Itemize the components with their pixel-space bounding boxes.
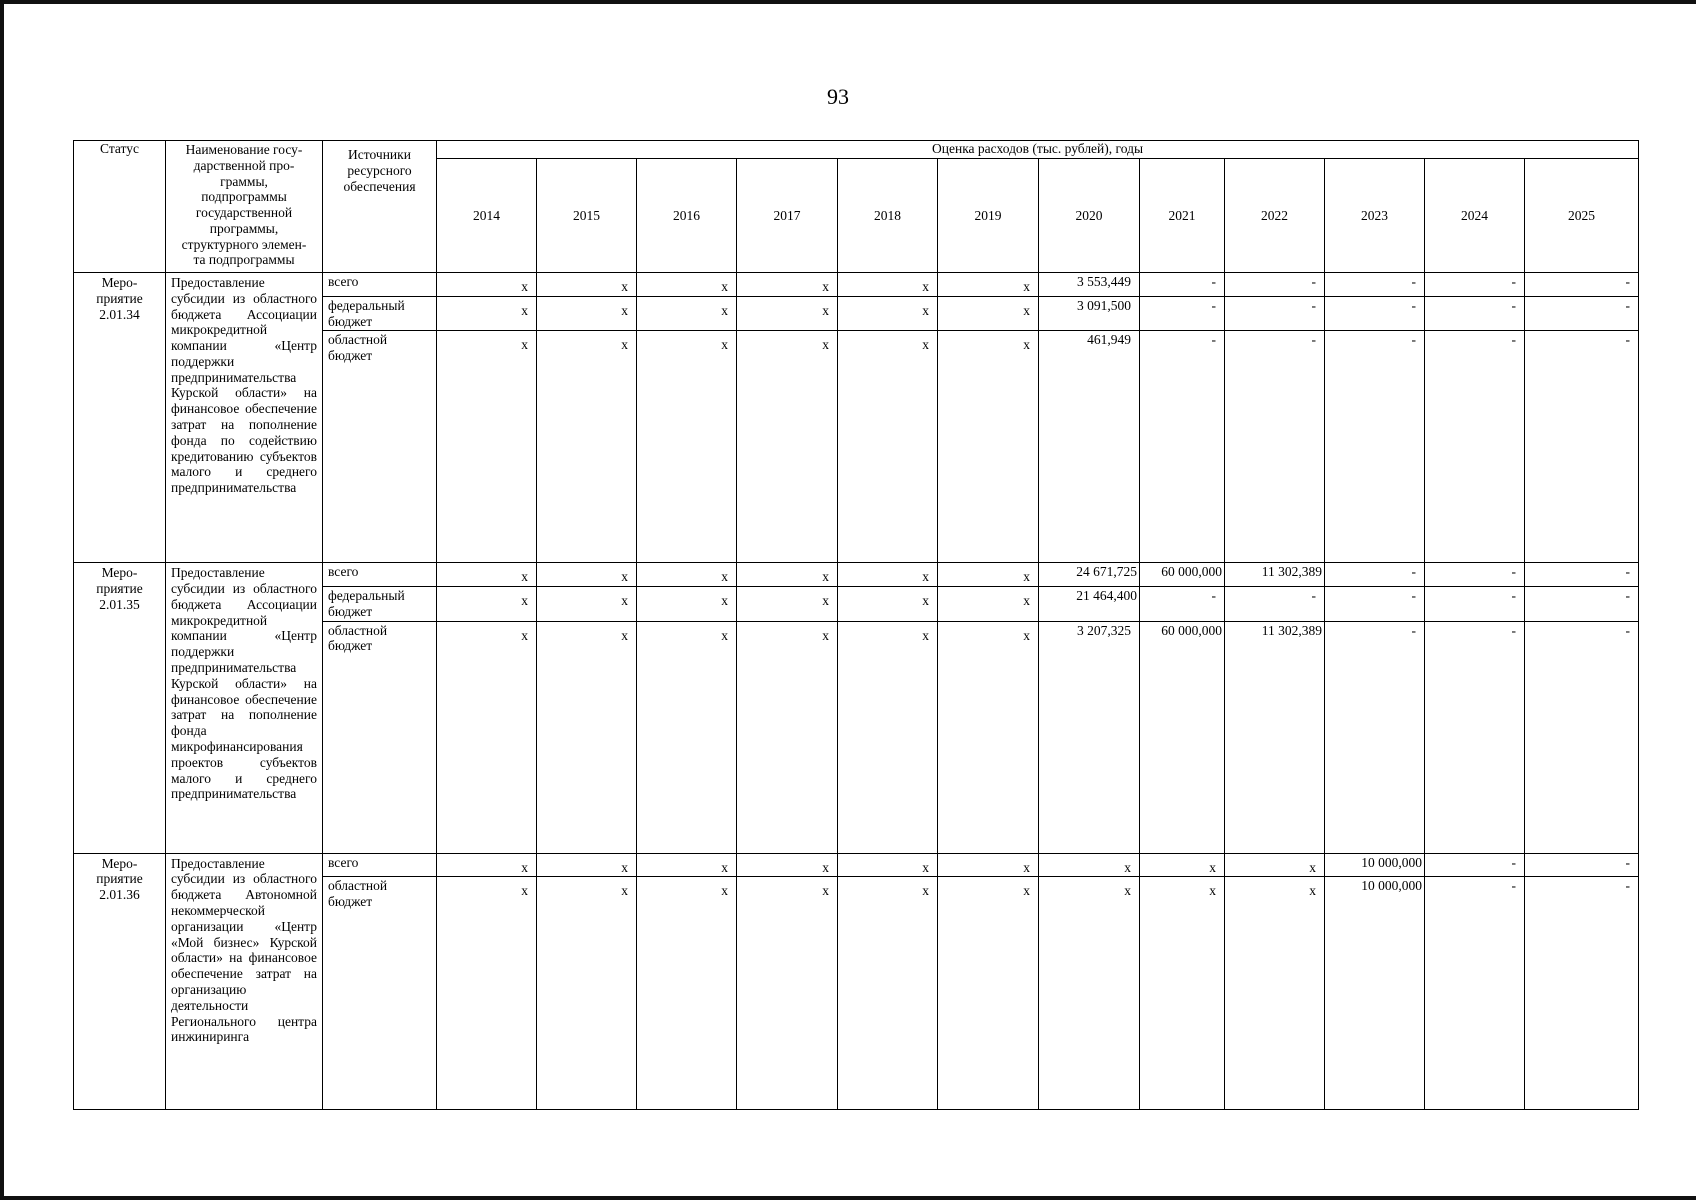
value-cell-2023: 10 000,000 (1325, 853, 1425, 877)
row-status: Меро- приятие 2.01.35 (74, 563, 166, 853)
value-cell-2024: - (1425, 621, 1525, 853)
value-cell-2024: - (1425, 296, 1525, 331)
value-cell-2021: - (1140, 331, 1225, 563)
row-name: Предоставление субсидии из областного бюджета Ассоциации микрокредитной компании «Центр поддержки предпринимательства Курской области» на финансовое обеспечение затрат на пополнение фонда микрофинансирования проектов субъектов малого и среднего предпринимательства (166, 563, 323, 853)
value-cell-2020: 21 464,400 (1039, 587, 1140, 622)
value-cell-2014: x (437, 877, 537, 1110)
value-cell-2025: - (1525, 621, 1639, 853)
value-cell-2016: x (637, 621, 737, 853)
header-year-2019: 2019 (938, 159, 1039, 273)
value-cell-2025: - (1525, 877, 1639, 1110)
value-cell-2017: x (737, 877, 838, 1110)
value-cell-2017: x (737, 621, 838, 853)
value-cell-2020: 24 671,725 (1039, 563, 1140, 587)
header-year-2021: 2021 (1140, 159, 1225, 273)
source-label: федеральный бюджет (323, 587, 437, 622)
value-cell-2019: x (938, 853, 1039, 877)
value-cell-2014: x (437, 587, 537, 622)
value-cell-2025: - (1525, 273, 1639, 297)
source-label: областной бюджет (323, 621, 437, 853)
value-cell-2019: x (938, 877, 1039, 1110)
value-cell-2021: - (1140, 296, 1225, 331)
value-cell-2018: x (838, 877, 938, 1110)
value-cell-2022: 11 302,389 (1225, 621, 1325, 853)
header-year-2015: 2015 (537, 159, 637, 273)
value-cell-2022: - (1225, 331, 1325, 563)
value-cell-2017: x (737, 273, 838, 297)
value-cell-2023: 10 000,000 (1325, 877, 1425, 1110)
header-year-2025: 2025 (1525, 159, 1639, 273)
value-cell-2024: - (1425, 563, 1525, 587)
source-label: всего (323, 853, 437, 877)
source-label: областной бюджет (323, 331, 437, 563)
value-cell-2018: x (838, 273, 938, 297)
value-cell-2017: x (737, 853, 838, 877)
header-year-2023: 2023 (1325, 159, 1425, 273)
value-cell-2014: x (437, 296, 537, 331)
value-cell-2016: x (637, 331, 737, 563)
value-cell-2015: x (537, 331, 637, 563)
value-cell-2018: x (838, 563, 938, 587)
value-cell-2021: - (1140, 587, 1225, 622)
value-cell-2017: x (737, 296, 838, 331)
value-cell-2016: x (637, 296, 737, 331)
value-cell-2023: - (1325, 563, 1425, 587)
value-cell-2024: - (1425, 587, 1525, 622)
header-year-2017: 2017 (737, 159, 838, 273)
value-cell-2015: x (537, 296, 637, 331)
value-cell-2014: x (437, 273, 537, 297)
header-year-2016: 2016 (637, 159, 737, 273)
value-cell-2025: - (1525, 587, 1639, 622)
value-cell-2021: - (1140, 273, 1225, 297)
value-cell-2019: x (938, 587, 1039, 622)
value-cell-2022: - (1225, 296, 1325, 331)
value-cell-2021: 60 000,000 (1140, 563, 1225, 587)
value-cell-2023: - (1325, 587, 1425, 622)
value-cell-2016: x (637, 587, 737, 622)
value-cell-2020: 3 207,325 (1039, 621, 1140, 853)
value-cell-2015: x (537, 621, 637, 853)
scan-border-top (0, 0, 1696, 4)
value-cell-2019: x (938, 273, 1039, 297)
value-cell-2024: - (1425, 331, 1525, 563)
value-cell-2017: x (737, 331, 838, 563)
value-cell-2024: - (1425, 853, 1525, 877)
table-row (74, 853, 1639, 877)
value-cell-2015: x (537, 587, 637, 622)
value-cell-2020: x (1039, 877, 1140, 1110)
value-cell-2023: - (1325, 331, 1425, 563)
value-cell-2024: - (1425, 273, 1525, 297)
value-cell-2023: - (1325, 621, 1425, 853)
scan-border-left (0, 0, 4, 1200)
value-cell-2016: x (637, 877, 737, 1110)
value-cell-2025: - (1525, 331, 1639, 563)
value-cell-2014: x (437, 331, 537, 563)
value-cell-2019: x (938, 296, 1039, 331)
value-cell-2024: - (1425, 877, 1525, 1110)
value-cell-2023: - (1325, 296, 1425, 331)
value-cell-2015: x (537, 853, 637, 877)
value-cell-2016: x (637, 563, 737, 587)
header-year-2018: 2018 (838, 159, 938, 273)
value-cell-2016: x (637, 853, 737, 877)
row-name: Предоставление субсидии из областного бюджета Автономной некоммерческой организации «Центр «Мой бизнес» Курской области» на финансовое обеспечение затрат на организацию деятельности Регионального центра инжиниринга (166, 853, 323, 1110)
value-cell-2015: x (537, 563, 637, 587)
value-cell-2017: x (737, 563, 838, 587)
header-year-2020: 2020 (1039, 159, 1140, 273)
header-expenses: Оценка расходов (тыс. рублей), годы (437, 141, 1639, 159)
table-row (74, 563, 1639, 587)
expenses-table (73, 140, 1639, 1110)
source-label: всего (323, 563, 437, 587)
value-cell-2018: x (838, 587, 938, 622)
source-label: областной бюджет (323, 877, 437, 1110)
value-cell-2014: x (437, 621, 537, 853)
value-cell-2020: 3 553,449 (1039, 273, 1140, 297)
value-cell-2023: - (1325, 273, 1425, 297)
value-cell-2018: x (838, 296, 938, 331)
value-cell-2019: x (938, 563, 1039, 587)
header-status: Статус (74, 141, 166, 273)
value-cell-2016: x (637, 273, 737, 297)
value-cell-2019: x (938, 331, 1039, 563)
value-cell-2017: x (737, 587, 838, 622)
scan-border-bottom (0, 1196, 1696, 1200)
value-cell-2021: x (1140, 853, 1225, 877)
header-year-2024: 2024 (1425, 159, 1525, 273)
value-cell-2020: x (1039, 853, 1140, 877)
value-cell-2025: - (1525, 853, 1639, 877)
value-cell-2022: - (1225, 273, 1325, 297)
value-cell-2022: 11 302,389 (1225, 563, 1325, 587)
header-year-2014: 2014 (437, 159, 537, 273)
value-cell-2022: - (1225, 587, 1325, 622)
value-cell-2015: x (537, 273, 637, 297)
value-cell-2022: x (1225, 877, 1325, 1110)
value-cell-2018: x (838, 621, 938, 853)
value-cell-2020: 461,949 (1039, 331, 1140, 563)
value-cell-2025: - (1525, 296, 1639, 331)
table-row (74, 273, 1639, 297)
value-cell-2022: x (1225, 853, 1325, 877)
value-cell-2019: x (938, 621, 1039, 853)
value-cell-2018: x (838, 331, 938, 563)
value-cell-2018: x (838, 853, 938, 877)
row-name: Предоставление субсидии из областного бюджета Ассоциации микрокредитной компании «Центр поддержки предпринимательства Курской области» на финансовое обеспечение затрат на пополнение фонда по содействию кредитованию субъектов малого и среднего предпринимательства (166, 273, 323, 563)
header-name: Наименование госу- дарственной про- граммы, подпрограммы государственной программы, структурного элемен- та подпрограммы (166, 141, 323, 273)
header-year-2022: 2022 (1225, 159, 1325, 273)
value-cell-2020: 3 091,500 (1039, 296, 1140, 331)
value-cell-2014: x (437, 853, 537, 877)
value-cell-2014: x (437, 563, 537, 587)
row-status: Меро- приятие 2.01.36 (74, 853, 166, 1110)
value-cell-2021: x (1140, 877, 1225, 1110)
source-label: всего (323, 273, 437, 297)
header-sources: Источники ресурсного обеспечения (323, 141, 437, 273)
row-status: Меро- приятие 2.01.34 (74, 273, 166, 563)
value-cell-2021: 60 000,000 (1140, 621, 1225, 853)
value-cell-2025: - (1525, 563, 1639, 587)
page-number: 93 (827, 84, 849, 109)
source-label: федеральный бюджет (323, 296, 437, 331)
value-cell-2015: x (537, 877, 637, 1110)
